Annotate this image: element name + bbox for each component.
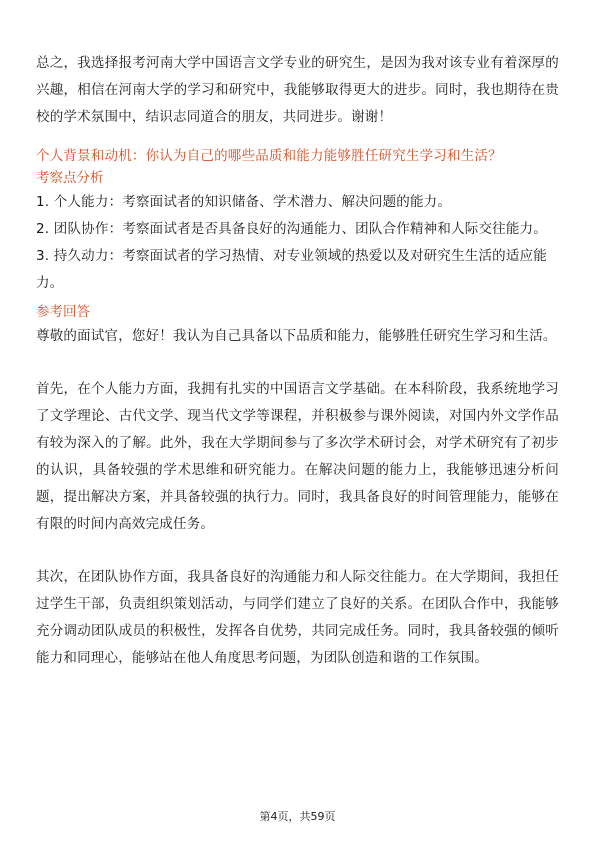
paragraph-spacer bbox=[36, 538, 559, 564]
page-number-footer: 第4页，共59页 bbox=[259, 810, 336, 823]
answer-paragraph-2: 其次，在团队协作方面，我具备良好的沟通能力和人际交往能力。在大学期间，我担任过学生干部，负责组织策划活动，与同学们建立了良好的关系。在团队合作中，我能够充分调动团队成员的积极性，发挥各自优势，共同完成任务。同时，我具备较强的倾听能力和同理心，能够站在他人角度思考问题，为团队创造和谐的工作氛围。 bbox=[36, 569, 559, 666]
analysis-item-3: 3. 持久动力：考察面试者的学习热情、对专业领域的热爱以及对研究生生活的适应能力。 bbox=[36, 248, 547, 291]
intro-paragraph: 总之，我选择报考河南大学中国语言文学专业的研究生，是因为我对该专业有着深厚的兴趣，相信在河南大学的学习和研究中，我能够取得更大的进步。同时，我也期待在贵校的学术氛围中，结识志同道合的朋友，共同进步。谢谢！ bbox=[36, 55, 559, 125]
analysis-item-2: 2. 团队协作：考察面试者是否具备良好的沟通能力、团队合作精神和人际交往能力。 bbox=[36, 221, 547, 237]
paragraph-spacer bbox=[36, 350, 559, 376]
answer-title: 参考回答 bbox=[36, 304, 90, 320]
analysis-item-1: 1. 个人能力：考察面试者的知识储备、学术潜力、解决问题的能力。 bbox=[36, 194, 452, 210]
question-heading: 个人背景和动机：你认为自己的哪些品质和能力能够胜任研究生学习和生活？ bbox=[36, 148, 502, 164]
answer-opening: 尊敬的面试官，您好！我认为自己具备以下品质和能力，能够胜任研究生学习和生活。 bbox=[36, 328, 557, 344]
analysis-title: 考察点分析 bbox=[36, 170, 104, 186]
document-page bbox=[36, 50, 559, 672]
answer-paragraph-1: 首先，在个人能力方面，我拥有扎实的中国语言文学基础。在本科阶段，我系统地学习了文学理论、古代文学、现当代文学等课程，并积极参与课外阅读，对国内外文学作品有较为深入的了解。此外，我在大学期间参与了多次学术研讨会，对学术研究有了初步的认识，具备较强的学术思维和研究能力。在解决问题的能力上，我能够迅速分析问题，提出解决方案，并具备较强的执行力。同时，我具备良好的时间管理能力，能够在有限的时间内高效完成任务。 bbox=[36, 381, 559, 532]
